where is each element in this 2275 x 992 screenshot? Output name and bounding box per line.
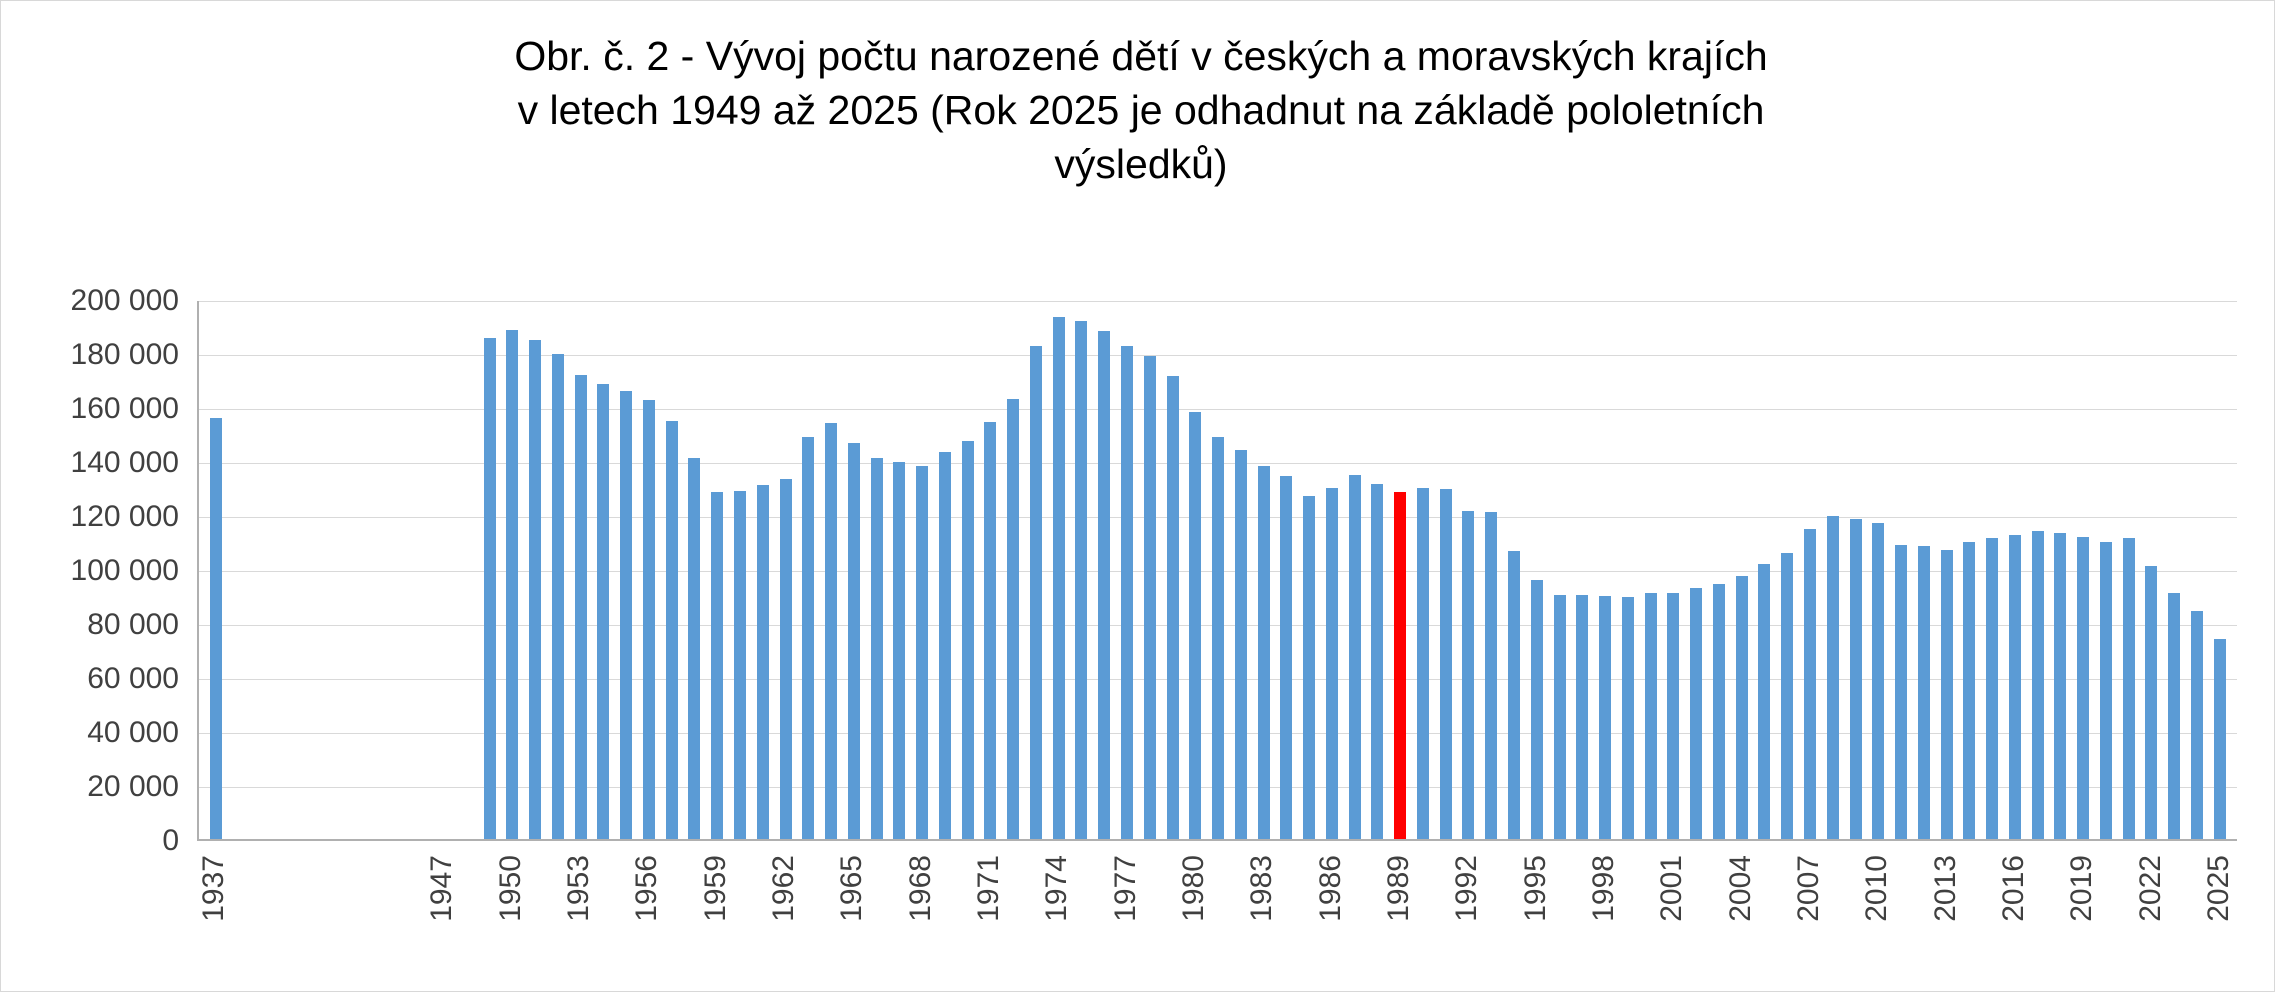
bar-slot (1343, 301, 1366, 839)
x-axis-tick-label: 1980 (1176, 855, 1210, 922)
x-axis-slot (425, 849, 459, 979)
x-axis-tick-label: 1998 (1587, 855, 1621, 922)
bar (552, 354, 564, 839)
bar (1622, 597, 1634, 839)
bar (2054, 533, 2066, 839)
x-axis-slot (1684, 849, 1707, 979)
plot-wrapper (1, 284, 2275, 991)
bar (2009, 535, 2021, 839)
bar-slot (205, 301, 228, 839)
bar (1941, 550, 1953, 839)
bar-slot (228, 301, 251, 839)
bar-slot (1594, 301, 1617, 839)
bar-slot (569, 301, 592, 839)
bar (1736, 576, 1748, 839)
bar (1371, 484, 1383, 839)
bar (2214, 639, 2226, 839)
x-axis-slot (1957, 849, 1980, 979)
bar (1098, 331, 1110, 839)
x-axis-slot (385, 849, 408, 979)
x-axis-slot (1615, 849, 1638, 979)
x-axis-tick-label: 1950 (493, 855, 527, 922)
bar-slot (979, 301, 1002, 839)
bar (1212, 437, 1224, 839)
bar-slot (546, 301, 569, 839)
bar-slot (706, 301, 729, 839)
y-axis-tick-label: 40 000 (87, 716, 179, 749)
bar-slot (1070, 301, 1093, 839)
x-axis-tick-label: 1986 (1313, 855, 1347, 922)
bar-slot (820, 301, 843, 839)
x-axis-tick-label: 2001 (1655, 855, 1689, 922)
bar (1667, 593, 1679, 839)
bar (484, 338, 496, 839)
bar-slot (1025, 301, 1048, 839)
bar (939, 452, 951, 839)
bar (1235, 450, 1247, 839)
bar-slot (1708, 301, 1731, 839)
x-axis-slot (1313, 849, 1347, 979)
bar-slot (683, 301, 706, 839)
bar-slot (638, 301, 661, 839)
x-axis-slot (271, 849, 294, 979)
y-axis-tick-label: 60 000 (87, 662, 179, 695)
bar-slot (1002, 301, 1025, 839)
bar (1645, 593, 1657, 839)
bar-slot (1730, 301, 1753, 839)
bar (575, 375, 587, 839)
y-axis-tick-label: 100 000 (70, 554, 179, 587)
x-axis-slot (1069, 849, 1092, 979)
x-axis-tick-label: 1968 (903, 855, 937, 922)
bar (1440, 489, 1452, 839)
bar (1872, 523, 1884, 839)
x-axis-slot (317, 849, 340, 979)
bar-slot (319, 301, 342, 839)
bar-slot (1366, 301, 1389, 839)
x-axis-slot (249, 849, 272, 979)
bar (711, 492, 723, 839)
bar-slot (1890, 301, 1913, 839)
x-axis-slot (561, 849, 595, 979)
bar-slot (2208, 301, 2231, 839)
bar-slot (2117, 301, 2140, 839)
bar (780, 479, 792, 839)
x-axis-tick-label: 1959 (698, 855, 732, 922)
chart-title (121, 29, 2161, 191)
bar (1485, 512, 1497, 839)
bar (1963, 542, 1975, 839)
bar (210, 418, 222, 839)
x-axis-slot (1928, 849, 1962, 979)
x-axis-slot (1655, 849, 1689, 979)
bar (1053, 317, 1065, 839)
x-axis-tick-label: 1965 (835, 855, 869, 922)
bar-slot (1093, 301, 1116, 839)
bar (1713, 584, 1725, 839)
bar (916, 466, 928, 839)
bar-slot (1480, 301, 1503, 839)
bar-slot (729, 301, 752, 839)
x-axis-slot (590, 849, 613, 979)
bar (1075, 321, 1087, 839)
x-axis-slot (864, 849, 887, 979)
bar-slot (1503, 301, 1526, 839)
bar-slot (1298, 301, 1321, 839)
x-axis-tick-label: 1937 (197, 855, 231, 922)
x-axis-slot (835, 849, 869, 979)
bar (597, 384, 609, 839)
bar-slot (1867, 301, 1890, 839)
bar-slot (1389, 301, 1412, 839)
y-axis-tick-label: 80 000 (87, 608, 179, 641)
y-axis-tick-label: 20 000 (87, 770, 179, 803)
bar-slot (911, 301, 934, 839)
x-axis-slot (493, 849, 527, 979)
bar-series (199, 301, 2237, 839)
bar (962, 441, 974, 839)
bar (2077, 537, 2089, 839)
x-axis-tick-label: 1995 (1518, 855, 1552, 922)
bar-slot (364, 301, 387, 839)
bar-slot (1776, 301, 1799, 839)
x-axis-slot (659, 849, 682, 979)
bar-slot (797, 301, 820, 839)
bar-slot (956, 301, 979, 839)
x-axis-slot (1450, 849, 1484, 979)
bar (848, 443, 860, 839)
bar (2100, 542, 2112, 839)
x-axis-tick-label: 2004 (1723, 855, 1757, 922)
bar-slot (1571, 301, 1594, 839)
x-axis-slot (1479, 849, 1502, 979)
x-axis-slot (766, 849, 800, 979)
x-axis-slot (1108, 849, 1142, 979)
bar-slot (251, 301, 274, 839)
bar-slot (524, 301, 547, 839)
bar-slot (2049, 301, 2072, 839)
y-axis (1, 284, 191, 857)
bar-slot (865, 301, 888, 839)
bar-slot (774, 301, 797, 839)
x-axis-tick-label: 1956 (630, 855, 664, 922)
bar-slot (1821, 301, 1844, 839)
bar-slot (1685, 301, 1708, 839)
bar-slot (615, 301, 638, 839)
x-axis-slot (2133, 849, 2167, 979)
x-axis-tick-label: 1974 (1040, 855, 1074, 922)
bar (893, 462, 905, 839)
x-axis-slot (1137, 849, 1160, 979)
x-axis-tick-label: 1971 (971, 855, 1005, 922)
x-axis-slot (226, 849, 249, 979)
x-axis-tick-label: 1992 (1450, 855, 1484, 922)
bar-slot (2026, 301, 2049, 839)
x-axis-slot (1723, 849, 1757, 979)
x-axis-slot (1518, 849, 1552, 979)
bar-slot (2072, 301, 2095, 839)
bar-slot (660, 301, 683, 839)
bar (2123, 538, 2135, 839)
bar-slot (2140, 301, 2163, 839)
bar-slot (1434, 301, 1457, 839)
x-axis-slot (698, 849, 732, 979)
x-axis-slot (727, 849, 750, 979)
x-axis-tick-label: 1977 (1108, 855, 1142, 922)
bar-slot (1844, 301, 1867, 839)
bar-slot (1184, 301, 1207, 839)
bar (1462, 511, 1474, 839)
x-axis-tick-label: 1962 (766, 855, 800, 922)
bar-slot (1252, 301, 1275, 839)
bar-slot (1639, 301, 1662, 839)
bar (2191, 611, 2203, 839)
bar (1121, 346, 1133, 839)
bar-slot (1548, 301, 1571, 839)
bar (1349, 475, 1361, 840)
bar (2168, 593, 2180, 839)
bar-slot (1981, 301, 2004, 839)
x-axis-slot (630, 849, 664, 979)
x-axis-tick-label: 2019 (2065, 855, 2099, 922)
x-axis-slot (1205, 849, 1228, 979)
bar-slot (455, 301, 478, 839)
x-axis-slot (2202, 849, 2236, 979)
x-axis-slot (1382, 849, 1416, 979)
bar (1781, 553, 1793, 839)
bar-slot (433, 301, 456, 839)
bar (757, 485, 769, 839)
bar (688, 458, 700, 839)
x-axis-tick-label: 2022 (2133, 855, 2167, 922)
x-axis-slot (197, 849, 231, 979)
x-axis-slot (1342, 849, 1365, 979)
x-axis-slot (2162, 849, 2185, 979)
x-axis-slot (340, 849, 363, 979)
bar (1690, 588, 1702, 839)
x-axis-tick-label: 2013 (1928, 855, 1962, 922)
x-axis-slot (522, 849, 545, 979)
bar (1554, 595, 1566, 839)
x-axis-tick-label: 2025 (2202, 855, 2236, 922)
x-axis-tick-label: 1947 (425, 855, 459, 922)
bar (1007, 399, 1019, 839)
x-axis-slot (1245, 849, 1279, 979)
bar-highlight (1394, 492, 1406, 839)
bar-slot (1138, 301, 1161, 839)
x-axis-slot (1752, 849, 1775, 979)
bar (1326, 488, 1338, 839)
bar-slot (501, 301, 524, 839)
bar (1508, 551, 1520, 839)
x-axis-slot (1820, 849, 1843, 979)
bar (1303, 496, 1315, 839)
bar-slot (273, 301, 296, 839)
x-axis-slot (2094, 849, 2117, 979)
bar (734, 491, 746, 839)
bar-slot (342, 301, 365, 839)
bar (1850, 519, 1862, 839)
x-axis-slot (1000, 849, 1023, 979)
y-axis-tick-label: 120 000 (70, 500, 179, 533)
chart-title-line-1: Obr. č. 2 - Vývoj počtu narozené dětí v českých a moravských krajích (514, 33, 1768, 79)
bar (666, 421, 678, 840)
x-axis-slot (294, 849, 317, 979)
x-axis-tick-label: 1989 (1382, 855, 1416, 922)
bar (529, 340, 541, 840)
bar-slot (1935, 301, 1958, 839)
bar-slot (751, 301, 774, 839)
bar-slot (1912, 301, 1935, 839)
x-axis-slot (362, 849, 385, 979)
chart-title-line-2: v letech 1949 až 2025 (Rok 2025 je odhadnut na základě pololetních (517, 87, 1765, 134)
x-axis-slot (795, 849, 818, 979)
bar (1531, 580, 1543, 839)
y-axis-tick-label: 180 000 (70, 338, 179, 371)
bar (1030, 346, 1042, 839)
bar (1918, 546, 1930, 839)
bar (1258, 466, 1270, 839)
bar-slot (2003, 301, 2026, 839)
bar (1827, 516, 1839, 839)
bar-slot (1207, 301, 1230, 839)
x-axis-slot (454, 849, 477, 979)
x-axis-slot (1040, 849, 1074, 979)
x-axis-slot (1274, 849, 1297, 979)
bar-slot (387, 301, 410, 839)
chart-title-line-3: výsledků) (1054, 141, 1228, 188)
x-axis-slot (932, 849, 955, 979)
bar (1895, 545, 1907, 839)
bar-slot (410, 301, 433, 839)
x-axis-slot (903, 849, 937, 979)
x-axis-slot (1889, 849, 1912, 979)
x-axis-tick-label: 2007 (1792, 855, 1826, 922)
bar-slot (1958, 301, 1981, 839)
bar-slot (1229, 301, 1252, 839)
bar-slot (1275, 301, 1298, 839)
bar (984, 422, 996, 839)
bar-slot (2163, 301, 2186, 839)
y-axis-tick-label: 0 (162, 824, 179, 857)
bar-slot (1753, 301, 1776, 839)
x-axis-tick-label: 2010 (1860, 855, 1894, 922)
x-axis (197, 849, 2237, 979)
bar (1986, 538, 1998, 839)
y-axis-tick-label: 140 000 (70, 446, 179, 479)
bar (506, 330, 518, 839)
bar (1417, 488, 1429, 839)
x-axis-slot (1587, 849, 1621, 979)
bar-slot (1116, 301, 1139, 839)
bar-slot (1616, 301, 1639, 839)
x-axis-slot (1547, 849, 1570, 979)
bar (643, 400, 655, 839)
bar (871, 458, 883, 839)
bar (2032, 531, 2044, 839)
y-axis-tick-label: 200 000 (70, 284, 179, 317)
x-axis-tick-label: 1983 (1245, 855, 1279, 922)
bar-slot (934, 301, 957, 839)
bar-slot (1662, 301, 1685, 839)
bar-slot (842, 301, 865, 839)
bar-slot (1321, 301, 1344, 839)
x-axis-tick-label: 1953 (561, 855, 595, 922)
bar (1167, 376, 1179, 839)
bar-slot (296, 301, 319, 839)
bar-slot (1161, 301, 1184, 839)
bar-slot (888, 301, 911, 839)
x-axis-slot (1997, 849, 2031, 979)
plot-area (197, 301, 2237, 841)
bar-slot (2095, 301, 2118, 839)
bar-slot (1457, 301, 1480, 839)
x-axis-slot (1176, 849, 1210, 979)
x-axis-slot (971, 849, 1005, 979)
bar-slot (478, 301, 501, 839)
bar (1280, 476, 1292, 839)
x-axis-slot (1860, 849, 1894, 979)
bar (1189, 412, 1201, 839)
bar-slot (1047, 301, 1070, 839)
bar (2145, 566, 2157, 839)
y-axis-tick-label: 160 000 (70, 392, 179, 425)
bar-slot (2186, 301, 2209, 839)
bar-slot (592, 301, 615, 839)
bar (1599, 596, 1611, 839)
bar (802, 437, 814, 839)
x-axis-slot (2026, 849, 2049, 979)
bar-slot (1525, 301, 1548, 839)
x-axis-slot (2065, 849, 2099, 979)
bar (1758, 564, 1770, 839)
bar-slot (1412, 301, 1435, 839)
bar (1144, 356, 1156, 839)
bar (620, 391, 632, 839)
bar (825, 423, 837, 839)
bar (1804, 529, 1816, 840)
bar (1576, 595, 1588, 839)
x-axis-slot (1410, 849, 1433, 979)
x-axis-tick-label: 2016 (1997, 855, 2031, 922)
x-axis-slot (1792, 849, 1826, 979)
bar-slot (1799, 301, 1822, 839)
